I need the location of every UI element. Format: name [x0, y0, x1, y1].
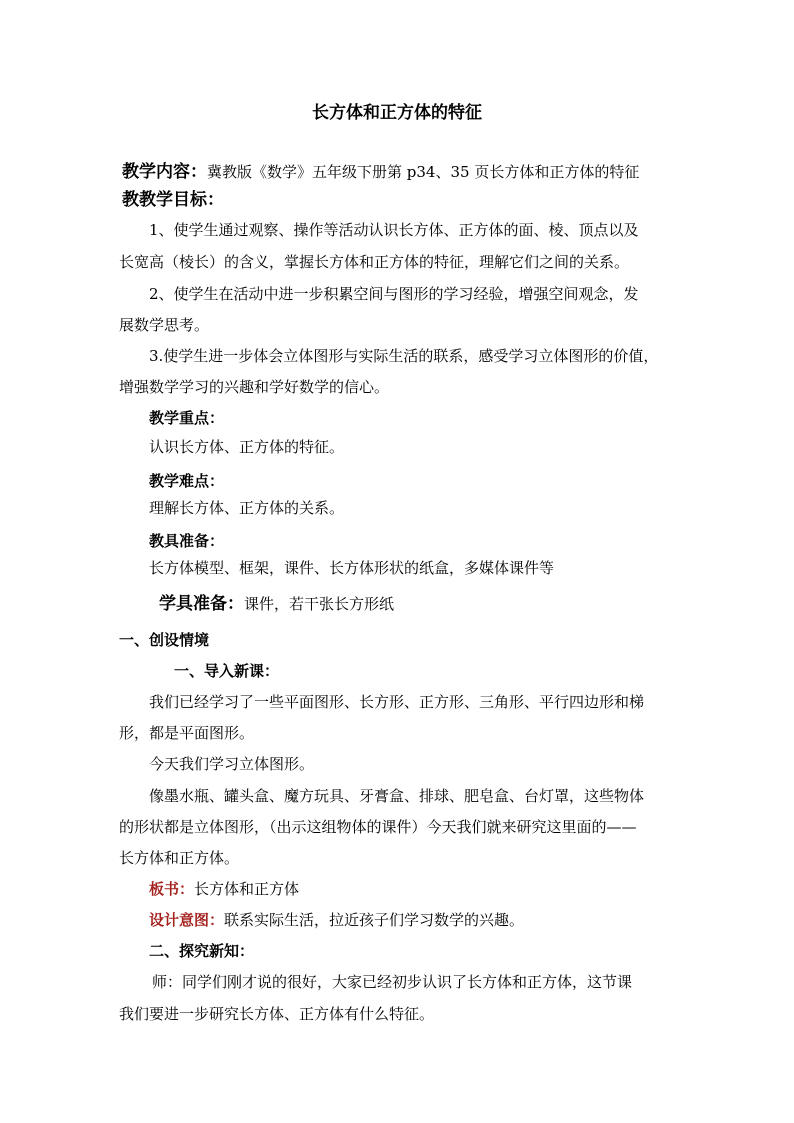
difficult-point-label: 教学难点：: [149, 472, 225, 490]
section2-heading: 二、探究新知：: [149, 942, 255, 960]
design-intent: [149, 910, 524, 930]
key-point-text: 认识长方体、正方体的特征。: [149, 438, 345, 456]
section2-line: 师：同学们刚才说的很好，大家已经初步认识了长方体和正方体，这节课: [152, 973, 633, 991]
student-aids-text: 课件，若干张长方形纸: [244, 595, 395, 613]
objective-line: 展数学思考。: [119, 316, 210, 334]
design-intent-label: 设计意图：: [149, 911, 225, 929]
section1-line: 长方体和正方体。: [119, 849, 240, 867]
objectives-label: 教教学目标：: [122, 190, 224, 210]
objective-line: 2、使学生在活动中进一步积累空间与图形的学习经验，增强空间观念，发: [149, 285, 639, 303]
student-aids-label: 学具准备：: [159, 594, 244, 614]
section1-line: 像墨水瓶、罐头盒、魔方玩具、牙膏盒、排球、肥皂盒、台灯罩，这些物体: [149, 787, 645, 805]
objective-line: 长宽高（棱长）的含义，掌握长方体和正方体的特征，理解它们之间的关系。: [119, 253, 630, 271]
objective-line: 3.使学生进一步体会立体图形与实际生活的联系，感受学习立体图形的价值，: [149, 347, 659, 365]
section1-line: 今天我们学习立体图形。: [149, 755, 315, 773]
board-writing-label: 板书：: [149, 880, 195, 898]
teaching-content: [122, 162, 639, 182]
objective-line: 增强数学学习的兴趣和学好数学的信心。: [119, 378, 390, 396]
teaching-aids-label: 教具准备：: [149, 532, 225, 550]
section1-line: 的形状都是立体图形，（出示这组物体的课件）今天我们就来研究这里面的——: [119, 818, 637, 836]
teaching-content-label: 教学内容：: [122, 162, 207, 182]
teaching-aids-text: 长方体模型、框架，课件、长方体形状的纸盒，多媒体课件等: [149, 559, 555, 577]
document-title: 长方体和正方体的特征: [312, 103, 482, 123]
section2-line: 我们要进一步研究长方体、正方体有什么特征。: [119, 1005, 435, 1023]
section1-subheading: 一、导入新课：: [174, 662, 280, 680]
board-writing-text: 长方体和正方体: [194, 880, 300, 898]
key-point-label: 教学重点：: [149, 409, 225, 427]
difficult-point-text: 理解长方体、正方体的关系。: [149, 499, 345, 517]
teaching-content-text: 冀教版《数学》五年级下册第 p34、35 页长方体和正方体的特征: [207, 163, 640, 181]
student-aids: [159, 594, 394, 614]
objective-line: 1、使学生通过观察、操作等活动认识长方体、正方体的面、棱、顶点以及: [149, 221, 639, 239]
section1-line: 我们已经学习了一些平面图形、长方形、正方形、三角形、平行四边形和梯: [149, 693, 645, 711]
design-intent-text: 联系实际生活，拉近孩子们学习数学的兴趣。: [224, 911, 525, 929]
board-writing: [149, 879, 299, 899]
section1-line: 形，都是平面图形。: [119, 724, 255, 742]
section1-heading: 一、创设情境: [119, 631, 210, 649]
